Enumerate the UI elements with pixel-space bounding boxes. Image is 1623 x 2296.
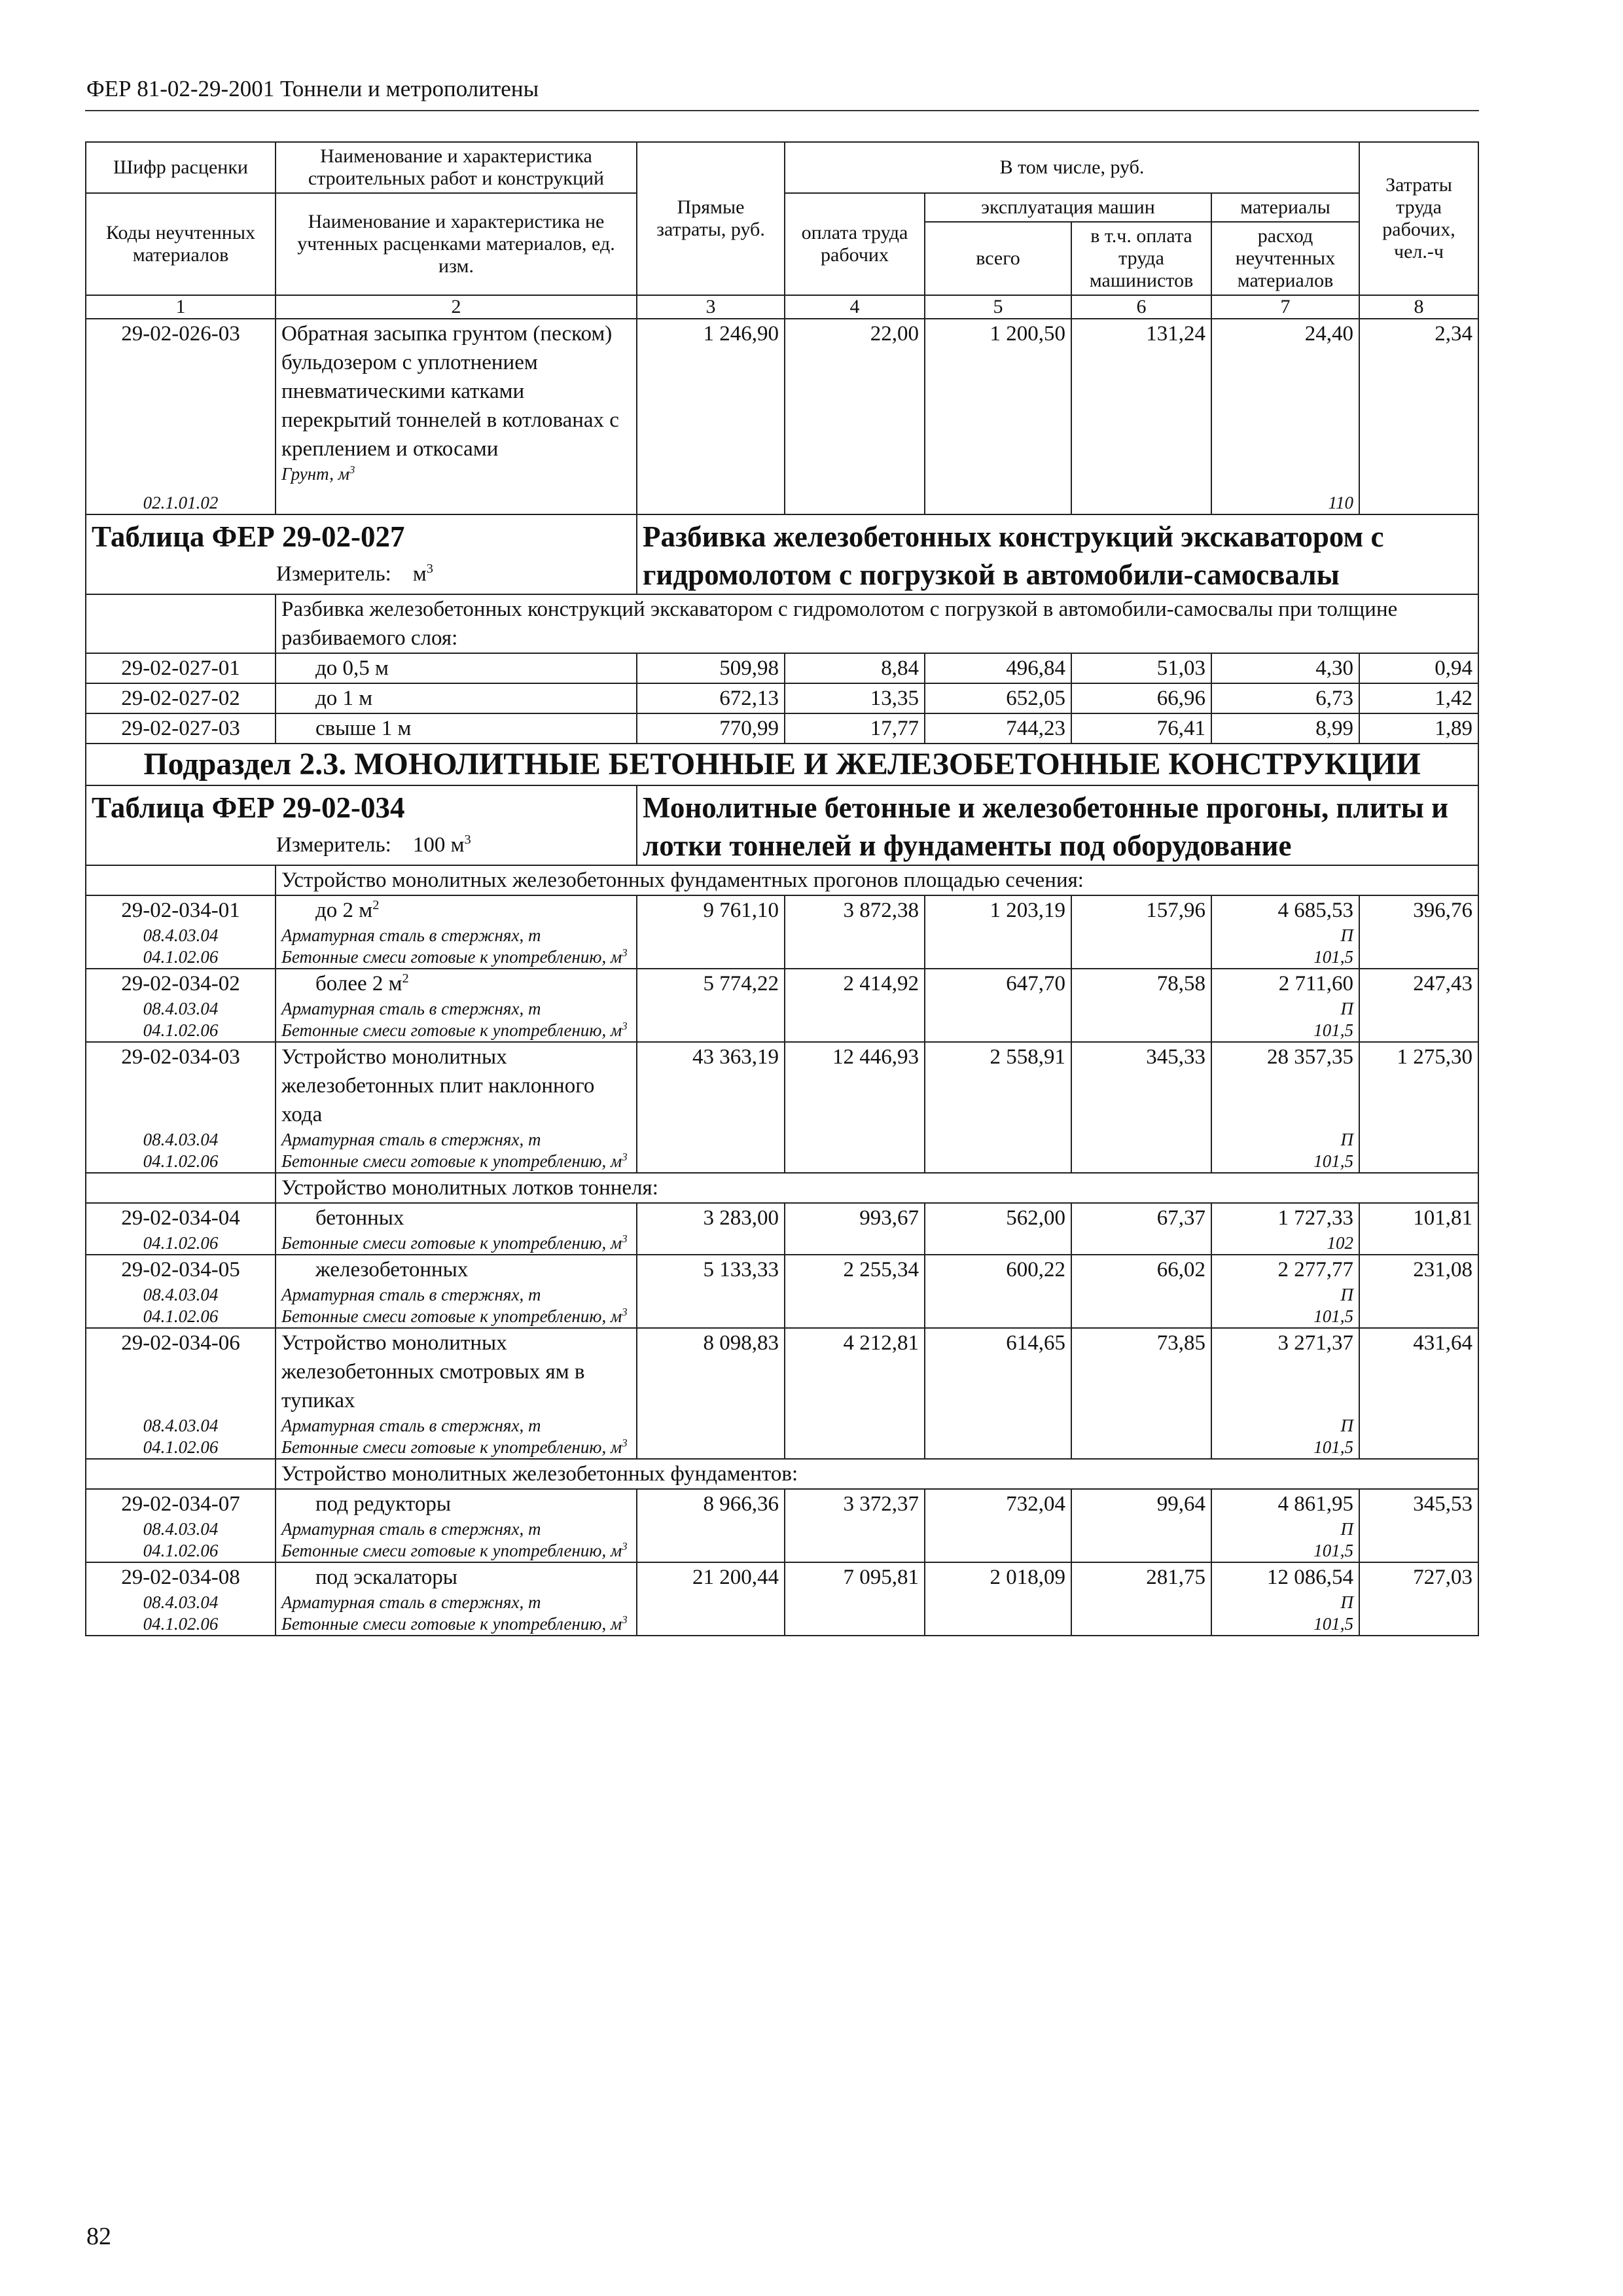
materials-cell: [1211, 319, 1359, 514]
header-materials-usage: расход неучтенных материалов: [1211, 222, 1359, 295]
material-name: Бетонные смеси готовые к употреблению, $м^3$: [281, 946, 628, 967]
material-name: Бетонные смеси готовые к употреблению, $м^3$: [281, 1613, 628, 1634]
material-code: 08.4.03.04: [143, 1130, 219, 1149]
table-row: [86, 1562, 1478, 1636]
labor-hours: 2,34: [1359, 319, 1478, 514]
material-name: Бетонные смеси готовые к употреблению, $м^3$: [281, 1151, 628, 1171]
materials-cell: [1211, 1203, 1359, 1255]
direct-cost: 770,99: [637, 713, 785, 744]
machinists-pay: 99,64: [1071, 1489, 1211, 1562]
materials-cost: 24,40: [1304, 322, 1353, 346]
materials-cell: [1211, 1328, 1359, 1459]
material-code: 04.1.02.06: [143, 1020, 219, 1040]
rate-description: Устройство монолитных железобетонных плит наклонного хода: [281, 1045, 595, 1126]
rate-code: 29-02-034-01: [121, 899, 240, 922]
machines-total: 562,00: [925, 1203, 1071, 1255]
materials-cost: 4,30: [1211, 653, 1359, 683]
material-usage: П: [1340, 1285, 1353, 1304]
rate-description-cell: [276, 319, 637, 514]
direct-cost: 9 761,10: [637, 895, 785, 969]
materials-cell: [1211, 1562, 1359, 1636]
materials-cost: 8,99: [1211, 713, 1359, 744]
rate-description-cell: [276, 1255, 637, 1328]
table-label: Таблица ФЕР 29-02-034: [92, 791, 405, 824]
material-code: 08.4.03.04: [143, 1416, 219, 1435]
labor-hours: 1,89: [1359, 713, 1478, 744]
material-name: Грунт, $м^3$: [281, 463, 355, 484]
group-row: [86, 594, 1478, 653]
machinists-pay: 345,33: [1071, 1042, 1211, 1173]
rate-code: 29-02-027-02: [86, 683, 276, 713]
table-row: [86, 1489, 1478, 1562]
rate-description: свыше 1 м: [276, 713, 637, 744]
labor-hours: 727,03: [1359, 1562, 1478, 1636]
header-incl: В том числе, руб.: [785, 142, 1359, 193]
direct-cost: 5 133,33: [637, 1255, 785, 1328]
material-code: 08.4.03.04: [143, 1519, 219, 1539]
rate-description-cell: [276, 969, 637, 1042]
material-name: Арматурная сталь в стержнях, т: [281, 1519, 541, 1539]
table-row: [86, 1042, 1478, 1173]
materials-cost: 6,73: [1211, 683, 1359, 713]
table-header-row: [86, 142, 1478, 193]
machines-total: 2 018,09: [925, 1562, 1071, 1636]
labor-pay: 8,84: [785, 653, 925, 683]
rate-description: более 2 $м^2$: [315, 971, 409, 996]
material-code: 08.4.03.04: [143, 999, 219, 1018]
rate-code-cell: [86, 1042, 276, 1173]
material-name: Арматурная сталь в стержнях, т: [281, 999, 541, 1018]
material-usage: П: [1340, 1592, 1353, 1612]
rate-description: до 1 м: [276, 683, 637, 713]
rate-code-cell: [86, 969, 276, 1042]
materials-cost: 2 711,60: [1278, 972, 1353, 996]
group-caption: Устройство монолитных железобетонных фундаментных прогонов площадью сечения:: [276, 865, 1478, 895]
direct-cost: 672,13: [637, 683, 785, 713]
rate-code-cell: [86, 1203, 276, 1255]
labor-pay: 22,00: [785, 319, 925, 514]
materials-cost: 1 727,33: [1277, 1206, 1353, 1230]
table-label: Таблица ФЕР 29-02-027: [92, 520, 405, 553]
machinists-pay: 78,58: [1071, 969, 1211, 1042]
subsection-row: [86, 744, 1478, 785]
materials-cost: 4 685,53: [1277, 899, 1353, 922]
machinists-pay: 66,96: [1071, 683, 1211, 713]
material-usage: 110: [1328, 493, 1353, 512]
material-code: 04.1.02.06: [143, 1614, 219, 1634]
material-code: 08.4.03.04: [143, 1285, 219, 1304]
rate-code-cell: [86, 895, 276, 969]
rate-code: 29-02-034-05: [121, 1258, 240, 1282]
materials-cost: 2 277,77: [1277, 1258, 1353, 1282]
subsection-title: Подраздел 2.3. МОНОЛИТНЫЕ БЕТОННЫЕ И ЖЕЛЕЗОБЕТОННЫЕ КОНСТРУКЦИИ: [86, 744, 1478, 785]
column-number: 8: [1359, 295, 1478, 319]
rate-description: под редукторы: [315, 1492, 452, 1516]
labor-hours: 247,43: [1359, 969, 1478, 1042]
header-machines-total: всего: [925, 222, 1071, 295]
material-name: Бетонные смеси готовые к употреблению, $м^3$: [281, 1306, 628, 1326]
column-number: 2: [276, 295, 637, 319]
material-usage: 101,5: [1313, 1306, 1353, 1326]
table-row: [86, 969, 1478, 1042]
machines-total: 647,70: [925, 969, 1071, 1042]
table-row: [86, 713, 1478, 744]
group-caption: Разбивка железобетонных конструкций экскаватором с гидромолотом с погрузкой в автомобили-самосвалы при толщине разбиваемого слоя:: [276, 594, 1478, 653]
group-caption: Устройство монолитных железобетонных фундаментов:: [276, 1459, 1478, 1489]
labor-hours: 1,42: [1359, 683, 1478, 713]
table-row: [86, 1328, 1478, 1459]
header-materials: материалы: [1211, 193, 1359, 222]
materials-cost: 12 086,54: [1267, 1566, 1353, 1589]
rate-code: 29-02-034-07: [121, 1492, 240, 1516]
page-number: 82: [86, 2223, 111, 2250]
machinists-pay: 157,96: [1071, 895, 1211, 969]
materials-cost: 3 271,37: [1277, 1331, 1353, 1355]
group-caption: Устройство монолитных лотков тоннеля:: [276, 1173, 1478, 1203]
machinists-pay: 51,03: [1071, 653, 1211, 683]
material-name: Арматурная сталь в стержнях, т: [281, 1130, 541, 1149]
labor-hours: 101,81: [1359, 1203, 1478, 1255]
material-code: 08.4.03.04: [143, 1592, 219, 1612]
direct-cost: 3 283,00: [637, 1203, 785, 1255]
labor-hours: 396,76: [1359, 895, 1478, 969]
material-code: 04.1.02.06: [143, 1233, 219, 1253]
direct-cost: 1 246,90: [637, 319, 785, 514]
header-code: Шифр расценки: [86, 142, 276, 193]
labor-hours: 0,94: [1359, 653, 1478, 683]
material-code: 04.1.02.06: [143, 1306, 219, 1326]
materials-cost: 28 357,35: [1267, 1045, 1353, 1069]
labor-pay: 13,35: [785, 683, 925, 713]
table-row: [86, 1203, 1478, 1255]
material-usage: 101,5: [1313, 1020, 1353, 1040]
rate-description-cell: [276, 1489, 637, 1562]
column-number: 4: [785, 295, 925, 319]
header-rule: [85, 110, 1479, 111]
table-title-cell: [86, 514, 637, 594]
labor-pay: 2 255,34: [785, 1255, 925, 1328]
rate-code-cell: [86, 1328, 276, 1459]
material-usage: 102: [1327, 1233, 1353, 1253]
rate-description: под эскалаторы: [315, 1566, 457, 1589]
material-code: 08.4.03.04: [143, 925, 219, 945]
labor-pay: 17,77: [785, 713, 925, 744]
material-name: Бетонные смеси готовые к употреблению, $м^3$: [281, 1437, 628, 1457]
machines-total: 1 203,19: [925, 895, 1071, 969]
material-name: Арматурная сталь в стержнях, т: [281, 1592, 541, 1612]
header-machinists-pay: в т.ч. оплата труда машинистов: [1071, 222, 1211, 295]
table-title-row: [86, 785, 1478, 865]
material-usage: П: [1340, 1130, 1353, 1149]
table-row: [86, 1255, 1478, 1328]
column-number: 7: [1211, 295, 1359, 319]
labor-pay: 993,67: [785, 1203, 925, 1255]
rate-code: 29-02-034-03: [121, 1045, 240, 1069]
rate-code-cell: [86, 319, 276, 514]
table-row: [86, 319, 1478, 514]
machinists-pay: 76,41: [1071, 713, 1211, 744]
column-numbers-row: [86, 295, 1478, 319]
rate-description-cell: [276, 895, 637, 969]
direct-cost: 8 966,36: [637, 1489, 785, 1562]
group-row: [86, 1459, 1478, 1489]
header-name-uncounted: Наименование и характеристика не учтенных расценками материалов, ед. изм.: [276, 193, 637, 295]
rate-description-cell: [276, 1562, 637, 1636]
column-number: 1: [86, 295, 276, 319]
rates-table: [85, 141, 1479, 1636]
machines-total: 614,65: [925, 1328, 1071, 1459]
labor-hours: 231,08: [1359, 1255, 1478, 1328]
materials-cell: [1211, 1042, 1359, 1173]
rate-description-cell: [276, 1042, 637, 1173]
material-code: 04.1.02.06: [143, 1437, 219, 1457]
rate-code-cell: [86, 1489, 276, 1562]
direct-cost: 43 363,19: [637, 1042, 785, 1173]
meter: Измеритель: 100 $м^3$: [276, 833, 471, 857]
labor-hours: 345,53: [1359, 1489, 1478, 1562]
table-title-row: [86, 514, 1478, 594]
table-title: Монолитные бетонные и железобетонные прогоны, плиты и лотки тоннелей и фундаменты под оборудование: [637, 785, 1478, 865]
machinists-pay: 131,24: [1071, 319, 1211, 514]
header-labor-pay: оплата труда рабочих: [785, 193, 925, 295]
header-labor-cost: Затраты труда рабочих, чел.-ч: [1359, 142, 1478, 295]
material-name: Арматурная сталь в стержнях, т: [281, 1416, 541, 1435]
direct-cost: 21 200,44: [637, 1562, 785, 1636]
machines-total: 732,04: [925, 1489, 1071, 1562]
material-usage: П: [1340, 1519, 1353, 1539]
labor-pay: 3 372,37: [785, 1489, 925, 1562]
labor-pay: 2 414,92: [785, 969, 925, 1042]
direct-cost: 509,98: [637, 653, 785, 683]
header-name: Наименование и характеристика строительных работ и конструкций: [276, 142, 637, 193]
material-code: 04.1.02.06: [143, 1541, 219, 1560]
material-usage: 101,5: [1313, 947, 1353, 967]
machines-total: 1 200,50: [925, 319, 1071, 514]
labor-hours: 431,64: [1359, 1328, 1478, 1459]
rate-code-cell: [86, 1255, 276, 1328]
material-code: 04.1.02.06: [143, 1151, 219, 1171]
material-usage: 101,5: [1313, 1614, 1353, 1634]
material-code: 04.1.02.06: [143, 947, 219, 967]
materials-cell: [1211, 895, 1359, 969]
machines-total: 600,22: [925, 1255, 1071, 1328]
material-usage: П: [1340, 999, 1353, 1018]
machinists-pay: 67,37: [1071, 1203, 1211, 1255]
machinists-pay: 281,75: [1071, 1562, 1211, 1636]
rate-code: 29-02-034-06: [121, 1331, 240, 1355]
group-row: [86, 1173, 1478, 1203]
header-direct: Прямые затраты, руб.: [637, 142, 785, 295]
machines-total: 496,84: [925, 653, 1071, 683]
material-name: Бетонные смеси готовые к употреблению, $м^3$: [281, 1232, 628, 1253]
rate-description: до 0,5 м: [276, 653, 637, 683]
column-number: 3: [637, 295, 785, 319]
material-name: Бетонные смеси готовые к употреблению, $м^3$: [281, 1540, 628, 1560]
machines-total: 744,23: [925, 713, 1071, 744]
machines-total: 652,05: [925, 683, 1071, 713]
table-row: [86, 653, 1478, 683]
rate-description: железобетонных: [315, 1258, 469, 1282]
material-name: Арматурная сталь в стержнях, т: [281, 1285, 541, 1304]
page-header: ФЕР 81-02-29-2001 Тоннели и метрополитены: [86, 76, 539, 101]
labor-pay: 7 095,81: [785, 1562, 925, 1636]
table-row: [86, 683, 1478, 713]
machinists-pay: 73,85: [1071, 1328, 1211, 1459]
materials-cost: 4 861,95: [1277, 1492, 1353, 1516]
material-usage: 101,5: [1313, 1151, 1353, 1171]
rate-code: 29-02-034-04: [121, 1206, 240, 1230]
rate-description: до 2 $м^2$: [315, 898, 380, 922]
materials-cell: [1211, 1489, 1359, 1562]
material-name: Арматурная сталь в стержнях, т: [281, 925, 541, 945]
rate-description-cell: [276, 1203, 637, 1255]
labor-hours: 1 275,30: [1359, 1042, 1478, 1173]
rate-description: Обратная засыпка грунтом (песком) бульдозером с уплотнением пневматическими катками перекрытий тоннелей в котлованах с креплением и откосами: [281, 322, 619, 461]
material-usage: П: [1340, 925, 1353, 945]
header-uncounted-codes: Коды неучтенных материалов: [86, 193, 276, 295]
table-row: [86, 895, 1478, 969]
machines-total: 2 558,91: [925, 1042, 1071, 1173]
machinists-pay: 66,02: [1071, 1255, 1211, 1328]
table-title-cell: [86, 785, 637, 865]
material-usage: 101,5: [1313, 1437, 1353, 1457]
rate-description-cell: [276, 1328, 637, 1459]
header-machines: эксплуатация машин: [925, 193, 1211, 222]
labor-pay: 3 872,38: [785, 895, 925, 969]
labor-pay: 12 446,93: [785, 1042, 925, 1173]
rate-description: Устройство монолитных железобетонных смотровых ям в тупиках: [281, 1331, 585, 1412]
rate-code: 29-02-027-01: [86, 653, 276, 683]
rates-table-wrapper: [85, 141, 1479, 1636]
column-number: 6: [1071, 295, 1211, 319]
meter: Измеритель: $м^3$: [276, 562, 433, 586]
rate-code: 29-02-026-03: [121, 322, 240, 346]
labor-pay: 4 212,81: [785, 1328, 925, 1459]
material-usage: 101,5: [1313, 1541, 1353, 1560]
materials-cell: [1211, 1255, 1359, 1328]
rate-code-cell: [86, 1562, 276, 1636]
rate-code: 29-02-034-08: [121, 1566, 240, 1589]
material-usage: П: [1340, 1416, 1353, 1435]
material-name: Бетонные смеси готовые к употреблению, $м^3$: [281, 1020, 628, 1040]
rate-description: бетонных: [315, 1206, 404, 1230]
material-code: 02.1.01.02: [143, 493, 219, 512]
materials-cell: [1211, 969, 1359, 1042]
rate-code: 29-02-034-02: [121, 972, 240, 996]
table-title: Разбивка железобетонных конструкций экскаватором с гидромолотом с погрузкой в автомобили-самосвалы: [637, 514, 1478, 594]
direct-cost: 8 098,83: [637, 1328, 785, 1459]
direct-cost: 5 774,22: [637, 969, 785, 1042]
rate-code: 29-02-027-03: [86, 713, 276, 744]
group-row: [86, 865, 1478, 895]
column-number: 5: [925, 295, 1071, 319]
